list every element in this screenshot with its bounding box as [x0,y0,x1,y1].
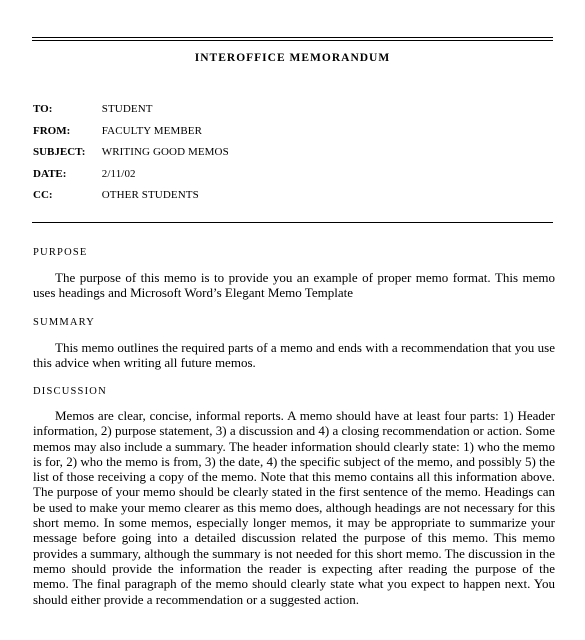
header-label-cc: CC: [33,189,53,201]
header-label-from: FROM: [33,125,71,137]
header-row-from [33,123,202,139]
header-label-subject: SUBJECT: [33,146,86,158]
header-value-to: STUDENT [101,103,153,115]
section-body-summary: This memo outlines the required parts of a memo and ends with a recommendation that you use this advice when writing all future memos. [33,340,555,371]
header-value-cc: OTHER STUDENTS [101,189,199,201]
section-heading-summary: SUMMARY [33,317,96,328]
header-value-date: 2/11/02 [101,168,136,180]
header-row-cc [33,187,199,203]
section-heading-purpose: PURPOSE [33,247,88,258]
top-rule-inner [32,40,553,41]
top-rule-outer [32,37,553,38]
section-heading-discussion: DISCUSSION [33,386,107,397]
header-label-date: DATE: [33,168,67,180]
header-label-to: TO: [33,103,53,115]
header-row-to [33,101,153,117]
section-body-discussion: Memos are clear, concise, informal reports. A memo should have at least four parts: 1) Header information, 2) purpose statement, 3) a discussion and 4) a closing recommendation or action. Some memos may also include a summary. The header information should clearly state: 1) who the memo is for, 2) who the memo is from, 3) the date, 4) the specific subject of the memo, and possibly 5) the list of those receiving a copy of the memo. Note that this memo contains all this information above. The purpose of your memo should be clearly stated in the first sentence of the memo. Headings can be used to make your memo clearer as this memo does, although headings are not necessary for this short memo. In some memos, especially longer memos, it may be appropriate to summarize your message before going into a detailed discussion related the purpose of this memo. This memo provides a summary, although the summary is not needed for this short memo. The discussion in the memo should provide the information the reader is expecting after reading the purpose of the memo. The final paragraph of the memo should clearly state what you expect to happen next. You should either provide a recommendation or a suggested action. [33,408,555,607]
header-value-subject: WRITING GOOD MEMOS [101,146,229,158]
header-divider-rule [32,222,553,223]
header-value-from: FACULTY MEMBER [101,125,203,137]
section-body-purpose: The purpose of this memo is to provide you an example of proper memo format. This memo uses headings and Microsoft Word’s Elegant Memo Template [33,270,555,301]
header-row-date [33,166,136,182]
memo-title: INTEROFFICE MEMORANDUM [194,52,391,64]
header-row-subject [33,144,229,160]
